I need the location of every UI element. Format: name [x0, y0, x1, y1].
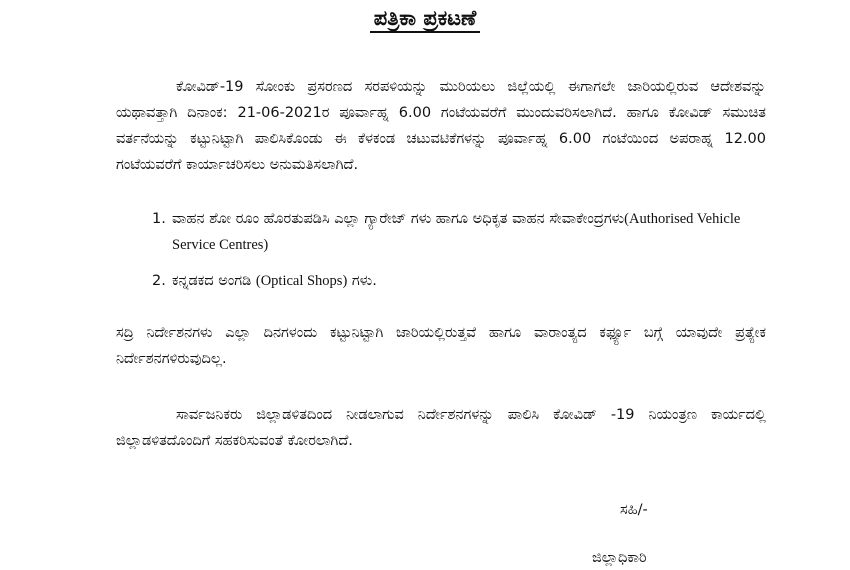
paragraph-2 — [116, 320, 766, 372]
list-item-text-english: (Authorised Vehicle Service Centres) — [172, 211, 741, 253]
signature-mark: ಸಹಿ/- — [620, 502, 648, 518]
paragraph-2-text: ಸದ್ರಿ ನಿರ್ದೇಶನಗಳು ಎಲ್ಲಾ ದಿನಗಳಂದು ಕಟ್ಟುನಿಟ್ಟಾಗಿ ಜಾರಿಯಲ್ಲಿರುತ್ತವೆ ಹಾಗೂ ವಾರಾಂತ್ಯದ ಕರ್ಫ್ಯೂ ಬಗ್ಗೆ ಯಾವುದೇ ಪ್ರತ್ಯೇಕ ನಿರ್ದೇಶನಗಳಿರುವುದಿಲ್ಲ. — [116, 325, 766, 367]
title-text: ಪತ್ರಿಕಾ ಪ್ರಕಟಣೆ — [370, 6, 480, 33]
list-item-text — [172, 206, 762, 258]
page-title — [0, 4, 850, 32]
signatory-title: ಜಿಲ್ಲಾಧಿಕಾರಿ — [592, 550, 647, 566]
paragraph-3 — [116, 402, 766, 454]
list-item-text-tail: ಗಳು. — [347, 273, 377, 289]
list-item-text — [172, 268, 762, 294]
paragraph-1-text: ಕೋವಿಡ್-19 ಸೋಂಕು ಪ್ರಸರಣದ ಸರಪಳಿಯನ್ನು ಮುರಿಯಲು ಜಿಲ್ಲೆಯಲ್ಲಿ ಈಗಾಗಲೇ ಜಾರಿಯಲ್ಲಿರುವ ಆದೇಶವನ್ನು ಯಥಾವತ್ತಾಗಿ ದಿನಾಂಕ: 21-06-2021ರ ಪೂರ್ವಾಹ್ನ 6.00 ಗಂಟೆಯವರೆಗೆ ಮುಂದುವರಿಸಲಾಗಿದೆ. ಹಾಗೂ ಕೋವಿಡ್ ಸಮುಚಿತ ವರ್ತನೆಯನ್ನು ಕಟ್ಟುನಿಟ್ಟಾಗಿ ಪಾಲಿಸಿಕೊಂಡು ಈ ಕೆಳಕಂಡ ಚಟುವಟಿಕೆಗಳನ್ನು ಪೂರ್ವಾಹ್ನ 6.00 ಗಂಟೆಯಿಂದ ಅಪರಾಹ್ನ 12.00 ಗಂಟೆಯವರೆಗೆ ಕಾರ್ಯಾಚರಿಸಲು ಅನುಮತಿಸಲಾಗಿದೆ. — [116, 79, 766, 173]
paragraph-1 — [116, 74, 766, 178]
paragraph-3-text: ಸಾರ್ವಜನಿಕರು ಜಿಲ್ಲಾಡಳಿತದಿಂದ ನೀಡಲಾಗುವ ನಿರ್ದೇಶನಗಳನ್ನು ಪಾಲಿಸಿ ಕೋವಿಡ್ -19 ನಿಯಂತ್ರಣ ಕಾರ್ಯದಲ್ಲಿ ಜಿಲ್ಲಾಡಳಿತದೊಂದಿಗೆ ಸಹಕರಿಸುವಂತೆ ಕೋರಲಾಗಿದೆ. — [116, 407, 766, 449]
list-item-number: 1. — [152, 211, 166, 227]
list-item-number: 2. — [152, 273, 166, 289]
list-item-text-kannada: ವಾಹನ ಶೋ ರೂಂ ಹೊರತುಪಡಿಸಿ ಎಲ್ಲಾ ಗ್ಯಾರೇಜ್ ಗಳು ಹಾಗೂ ಅಧಿಕೃತ ವಾಹನ ಸೇವಾಕೇಂದ್ರಗಳು — [172, 211, 625, 227]
list-item-text-english: (Optical Shops) — [255, 273, 348, 289]
list-item-text-kannada: ಕನ್ನಡಕದ ಅಂಗಡಿ — [172, 273, 256, 289]
